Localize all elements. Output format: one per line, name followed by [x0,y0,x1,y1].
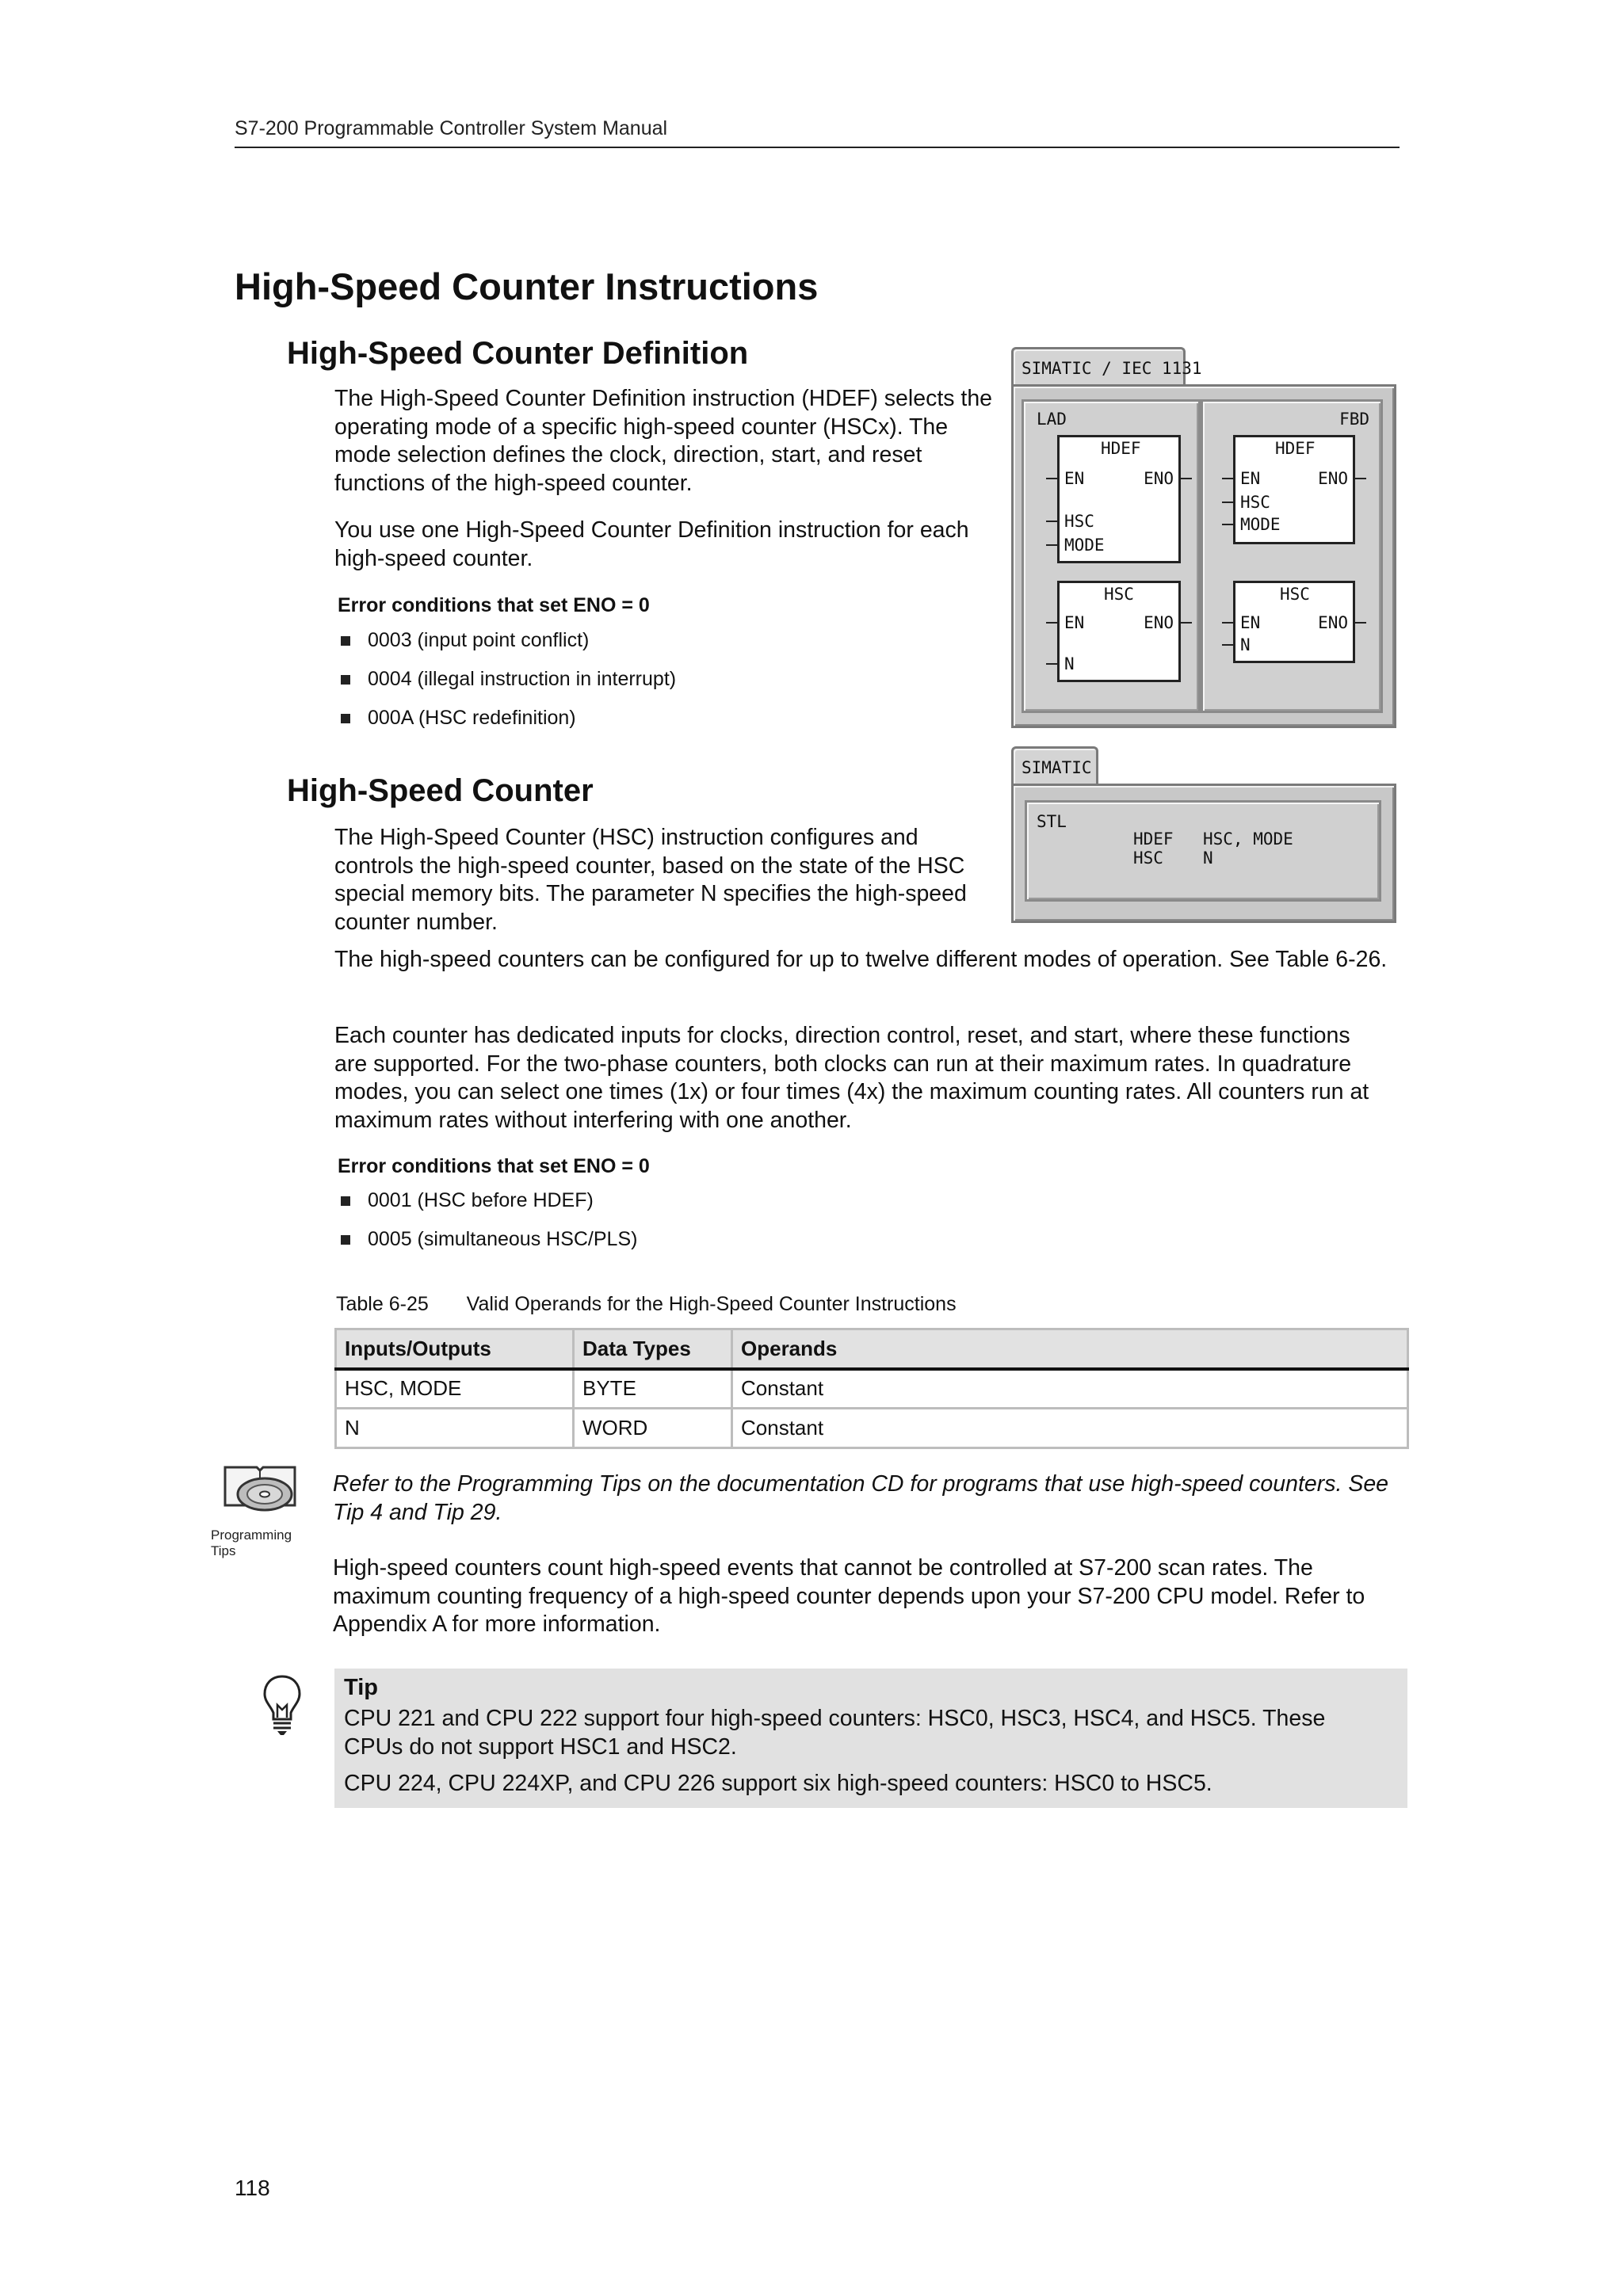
hdef-paragraph-1: The High-Speed Counter Definition instruction (HDEF) selects the operating mode of a specific high-speed counter (HSCx). The mode selection defines the clock, direction, start, and reset functions of the high-speed counter. [334,386,993,496]
pin-line [1046,478,1057,479]
lad-hsc-n: N [1064,654,1075,673]
hsc-paragraph-3: Each counter has dedicated inputs for clocks, direction control, reset, and start, where these functions are supported. For the two-phase counters, both clocks can run at their maximum rates. In quadrature modes, you can select one times (1x) or four times (4x) the maximum counting rates. All counters run at maximum rates without interfering with one another. [334,1023,1369,1133]
pin-line [1046,663,1057,665]
fbd-pane [1201,399,1383,713]
stl-line1-args: HSC, MODE [1203,830,1293,849]
table-row [336,1369,1408,1409]
table-header-row [336,1329,1408,1369]
programming-tips-icon [220,1463,300,1518]
page-number: 118 [235,2176,270,2200]
pin-line [1222,502,1233,503]
fbd-hdef-mode: MODE [1240,515,1281,534]
pin-line [1222,524,1233,525]
table-caption-number: Table 6-25 [336,1293,429,1315]
fbd-hsc-title: HSC [1280,585,1310,604]
stl-label: STL [1037,812,1067,831]
stl-line1-op: HDEF [1133,830,1174,849]
table-cell: WORD [574,1409,732,1448]
hdef-error-title: Error conditions that set ENO = 0 [338,594,650,616]
pin-line [1046,521,1057,522]
hdef-error-list [338,628,676,745]
table-cell: N [336,1409,574,1448]
list-item: 000A (HSC redefinition) [338,706,676,745]
list-item: 0004 (illegal instruction in interrupt) [338,667,676,706]
table-cell: Constant [732,1409,1408,1448]
hsc-paragraph-1: The High-Speed Counter (HSC) instruction configures and controls the high-speed counter, based on the state of the HSC special memory bits. The parameter N specifies the high-speed counter number. [334,825,967,935]
pin-line [1222,478,1233,479]
stl-line2-op: HSC [1133,849,1163,868]
lad-hsc-eno: ENO [1144,613,1174,632]
stl-line2-args: N [1203,849,1213,868]
hsc-error-title: Error conditions that set ENO = 0 [338,1155,650,1177]
fbd-hdef-title: HDEF [1275,439,1316,458]
hsc-error-list [338,1188,637,1266]
lad-hsc-title: HSC [1104,585,1134,604]
table-cell: HSC, MODE [336,1369,574,1409]
lad-hdef-mode: MODE [1064,536,1105,555]
fbd-hdef-eno: ENO [1318,469,1348,488]
list-item: 0001 (HSC before HDEF) [338,1188,637,1227]
tab-simatic[interactable]: SIMATIC [1011,746,1098,786]
operands-table [334,1328,1409,1449]
table-caption [336,1293,957,1316]
section-title: High-Speed Counter Instructions [235,265,819,307]
pin-line [1222,622,1233,624]
table-cell: Constant [732,1369,1408,1409]
programming-tips-label: Programming Tips [211,1527,292,1558]
pin-line [1181,622,1192,624]
fbd-hdef-en: EN [1240,469,1261,488]
lightbulb-icon [262,1673,303,1737]
lad-hdef-block [1057,435,1181,563]
tip-line-2: CPU 224, CPU 224XP, and CPU 226 support six high-speed counters: HSC0 to HSC5. [344,1771,1212,1796]
hsc-heading: High-Speed Counter [287,773,594,808]
hsc-paragraph-2: The high-speed counters can be configured for up to twelve different modes of operation. See Table 6-26. [334,947,1388,972]
tip-box [334,1669,1407,1808]
hdef-paragraph-2: You use one High-Speed Counter Definition instruction for each high-speed counter. [334,517,969,571]
fbd-hsc-n: N [1240,635,1251,654]
fbd-hdef-hsc: HSC [1240,493,1270,512]
pin-line [1355,622,1366,624]
lad-label: LAD [1037,410,1067,429]
header-rule [235,147,1400,148]
pin-line [1046,622,1057,624]
fbd-hdef-block [1233,435,1355,544]
lad-hdef-en: EN [1064,469,1085,488]
table-cell: BYTE [574,1369,732,1409]
tip-line-1: CPU 221 and CPU 222 support four high-speed counters: HSC0, HSC3, HSC4, and HSC5. These CPUs do not support HSC1 and HSC2. [344,1706,1326,1760]
stl-panel [1011,784,1396,923]
list-item: 0003 (input point conflict) [338,628,676,667]
column-header: Data Types [574,1329,732,1369]
lad-hsc-block [1057,581,1181,682]
stl-pane [1025,800,1381,902]
fbd-hsc-block [1233,581,1355,663]
lad-fbd-panel [1011,384,1396,728]
lad-hdef-hsc: HSC [1064,512,1094,531]
list-item: 0005 (simultaneous HSC/PLS) [338,1227,637,1266]
fbd-label: FBD [1339,410,1369,429]
lad-hsc-en: EN [1064,613,1085,632]
table-caption-text: Valid Operands for the High-Speed Counter Instructions [466,1293,957,1315]
column-header: Operands [732,1329,1408,1369]
body-paragraph-after: High-speed counters count high-speed events that cannot be controlled at S7-200 scan rates. The maximum counting frequency of a high-speed counter depends upon your S7-200 CPU model. Refer to Appendix A for more information. [333,1555,1365,1637]
lad-hdef-eno: ENO [1144,469,1174,488]
fbd-hsc-eno: ENO [1318,613,1348,632]
pin-line [1181,478,1192,479]
pin-line [1355,478,1366,479]
fbd-hsc-en: EN [1240,613,1261,632]
running-header: S7-200 Programmable Controller System Manual [235,117,668,139]
column-header: Inputs/Outputs [336,1329,574,1369]
table-row [336,1409,1408,1448]
pin-line [1222,644,1233,646]
lad-pane [1022,399,1201,713]
tab-simatic-iec[interactable]: SIMATIC / IEC 1131 [1011,347,1186,387]
tip-title: Tip [344,1675,378,1700]
hdef-heading: High-Speed Counter Definition [287,336,749,371]
pin-line [1046,544,1057,546]
programming-tips-text: Refer to the Programming Tips on the documentation CD for programs that use high-speed counters. See Tip 4 and Tip 29. [333,1471,1389,1525]
lad-hdef-title: HDEF [1101,439,1141,458]
